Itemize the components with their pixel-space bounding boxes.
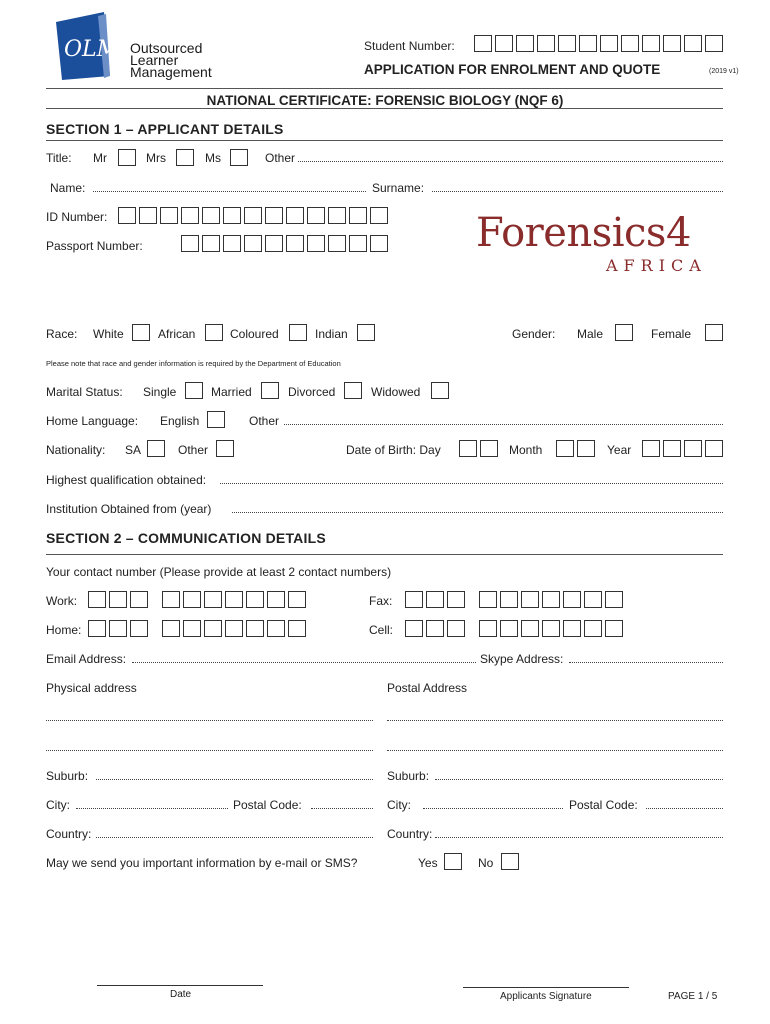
title-ms-label: Ms: [205, 151, 221, 165]
home-number-boxes[interactable]: [88, 620, 306, 637]
dob-year-label: Year: [607, 443, 632, 457]
race-gender-note: Please note that race and gender information is required by the Department of Education: [46, 359, 341, 368]
physical-address-line2[interactable]: [46, 750, 373, 751]
form-title: APPLICATION FOR ENROLMENT AND QUOTE: [364, 62, 661, 77]
physical-city-label: City:: [46, 798, 70, 812]
form-version: (2019 v1): [709, 68, 739, 75]
skype-label: Skype Address:: [480, 652, 564, 666]
forensics4-logo: Forensics4: [476, 210, 691, 256]
title-mr-label: Mr: [93, 151, 107, 165]
postal-city-label: City:: [387, 798, 411, 812]
physical-address-label: Physical address: [46, 681, 137, 695]
qualification-label: Highest qualification obtained:: [46, 473, 207, 487]
dob-day-boxes[interactable]: [459, 440, 498, 457]
language-other-field[interactable]: [284, 424, 723, 425]
title-mrs-checkbox[interactable]: [176, 149, 194, 166]
dob-month-label: Month: [509, 443, 543, 457]
physical-country-label: Country:: [46, 827, 92, 841]
language-english-label: English: [160, 414, 200, 428]
physical-suburb-field[interactable]: [96, 779, 373, 780]
nationality-sa-checkbox[interactable]: [147, 440, 165, 457]
physical-city-field[interactable]: [76, 808, 228, 809]
cell-number-boxes[interactable]: [405, 620, 623, 637]
date-label: Date: [170, 989, 192, 1000]
postal-city-field[interactable]: [423, 808, 563, 809]
marital-label: Marital Status:: [46, 385, 123, 399]
consent-yes-label: Yes: [418, 856, 438, 870]
fax-number-boxes[interactable]: [405, 591, 623, 608]
marital-single-label: Single: [143, 385, 177, 399]
skype-field[interactable]: [569, 662, 723, 663]
postal-address-label: Postal Address: [387, 681, 468, 695]
consent-no-checkbox[interactable]: [501, 853, 519, 870]
marital-divorced-checkbox[interactable]: [344, 382, 362, 399]
marital-married-label: Married: [211, 385, 252, 399]
marital-widowed-checkbox[interactable]: [431, 382, 449, 399]
fax-label: Fax:: [369, 594, 393, 608]
gender-male-label: Male: [577, 327, 604, 341]
gender-female-label: Female: [651, 327, 692, 341]
dob-day-label: Date of Birth: Day: [346, 443, 441, 457]
postal-suburb-field[interactable]: [435, 779, 723, 780]
id-number-boxes[interactable]: [118, 207, 388, 224]
passport-boxes[interactable]: [181, 235, 388, 252]
nationality-label: Nationality:: [46, 443, 106, 457]
physical-postal-code-label: Postal Code:: [233, 798, 302, 812]
title-other-label: Other: [265, 151, 296, 165]
nationality-other-label: Other: [178, 443, 209, 457]
nationality-sa-label: SA: [125, 443, 142, 457]
name-field[interactable]: [93, 191, 366, 192]
race-african-label: African: [158, 327, 196, 341]
applicant-signature-line[interactable]: [463, 987, 629, 988]
title-mrs-label: Mrs: [146, 151, 166, 165]
dob-year-boxes[interactable]: [642, 440, 723, 457]
postal-postal-code-field[interactable]: [646, 808, 723, 809]
page-number: PAGE 1 / 5: [668, 991, 718, 1002]
work-label: Work:: [46, 594, 78, 608]
postal-address-line2[interactable]: [387, 750, 723, 751]
race-coloured-checkbox[interactable]: [289, 324, 307, 341]
language-other-label: Other: [249, 414, 280, 428]
qualification-field[interactable]: [220, 483, 723, 484]
title-ms-checkbox[interactable]: [230, 149, 248, 166]
section1-heading: SECTION 1 – APPLICANT DETAILS: [46, 121, 284, 137]
student-number-label: Student Number:: [364, 39, 455, 53]
work-number-boxes[interactable]: [88, 591, 306, 608]
nationality-other-checkbox[interactable]: [216, 440, 234, 457]
gender-male-checkbox[interactable]: [615, 324, 633, 341]
home-language-label: Home Language:: [46, 414, 139, 428]
institution-label: Institution Obtained from (year): [46, 502, 212, 516]
postal-address-line1[interactable]: [387, 720, 723, 721]
consent-yes-checkbox[interactable]: [444, 853, 462, 870]
marital-divorced-label: Divorced: [288, 385, 336, 399]
gender-female-checkbox[interactable]: [705, 324, 723, 341]
contact-note: Your contact number (Please provide at least 2 contact numbers): [46, 565, 392, 579]
language-english-checkbox[interactable]: [207, 411, 225, 428]
surname-field[interactable]: [432, 191, 723, 192]
race-coloured-label: Coloured: [230, 327, 279, 341]
physical-suburb-label: Suburb:: [46, 769, 89, 783]
passport-label: Passport Number:: [46, 239, 143, 253]
race-white-checkbox[interactable]: [132, 324, 150, 341]
email-field[interactable]: [132, 662, 476, 663]
name-label: Name:: [50, 181, 86, 195]
section2-heading: SECTION 2 – COMMUNICATION DETAILS: [46, 530, 326, 546]
title-label: Title:: [46, 151, 72, 165]
postal-country-field[interactable]: [435, 837, 723, 838]
olm-name-line1: Outsourced: [130, 40, 203, 56]
olm-name-line2: Learner: [130, 52, 179, 68]
date-signature-line[interactable]: [97, 985, 263, 986]
cell-label: Cell:: [369, 623, 394, 637]
gender-label: Gender:: [512, 327, 556, 341]
title-other-field[interactable]: [298, 161, 723, 162]
olm-name-line3: Management: [130, 64, 212, 80]
race-indian-label: Indian: [315, 327, 348, 341]
svg-text:OLM: OLM: [64, 37, 114, 62]
postal-suburb-label: Suburb:: [387, 769, 430, 783]
physical-country-field[interactable]: [96, 837, 373, 838]
physical-address-line1[interactable]: [46, 720, 373, 721]
course-title: NATIONAL CERTIFICATE: FORENSIC BIOLOGY (NQF 6): [206, 93, 564, 108]
physical-postal-code-field[interactable]: [311, 808, 373, 809]
title-mr-checkbox[interactable]: [118, 149, 136, 166]
home-label: Home:: [46, 623, 82, 637]
signature-label: Applicants Signature: [500, 991, 592, 1002]
postal-country-label: Country:: [387, 827, 433, 841]
postal-postal-code-label: Postal Code:: [569, 798, 638, 812]
institution-field[interactable]: [232, 512, 723, 513]
forensics4-logo-sub: AFRICA: [606, 256, 707, 275]
race-indian-checkbox[interactable]: [357, 324, 375, 341]
olm-logo: [54, 12, 114, 80]
marital-married-checkbox[interactable]: [261, 382, 279, 399]
consent-question: May we send you important information by e-mail or SMS?: [46, 856, 358, 870]
email-label: Email Address:: [46, 652, 127, 666]
race-african-checkbox[interactable]: [205, 324, 223, 341]
marital-widowed-label: Widowed: [371, 385, 421, 399]
dob-month-boxes[interactable]: [556, 440, 595, 457]
surname-label: Surname:: [372, 181, 425, 195]
id-number-label: ID Number:: [46, 210, 108, 224]
marital-single-checkbox[interactable]: [185, 382, 203, 399]
race-label: Race:: [46, 327, 78, 341]
race-white-label: White: [93, 327, 124, 341]
student-number-boxes[interactable]: [474, 35, 723, 52]
consent-no-label: No: [478, 856, 494, 870]
